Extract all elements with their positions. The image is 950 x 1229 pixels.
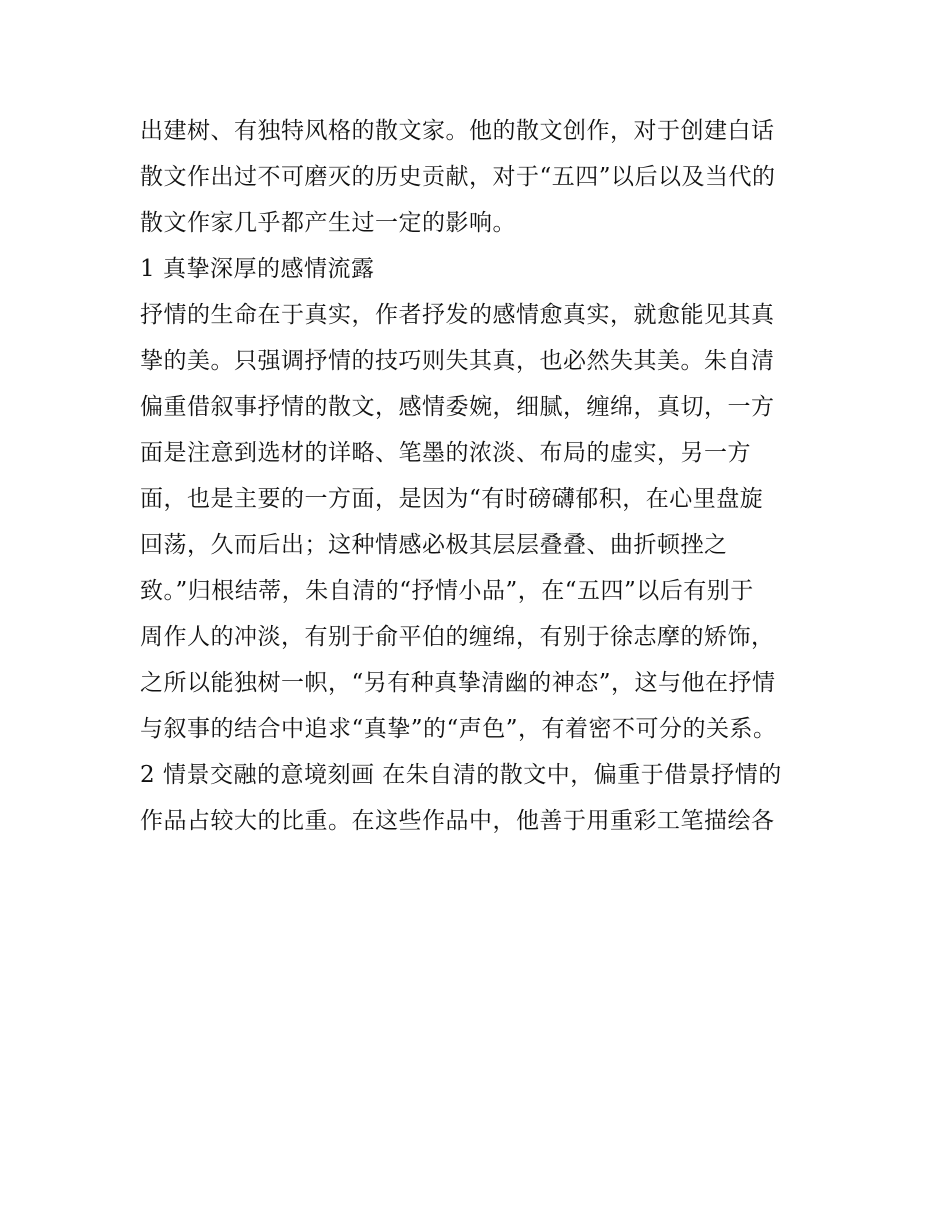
text-line: 抒情的生命在于真实，作者抒发的感情愈真实，就愈能见其真 — [140, 302, 775, 328]
text-line: 与叙事的结合中追求“真挚”的“声色”，有着密不可分的关系。 — [140, 716, 777, 742]
text-line: 偏重借叙事抒情的散文，感情委婉，细腻，缠绵，真切，一方 — [140, 394, 775, 420]
text-line: 周作人的冲淡，有别于俞平伯的缠绵，有别于徐志摩的矫饰， — [140, 624, 775, 650]
text-line: 面，也是主要的一方面，是因为“有时磅礴郁积，在心里盘旋 — [140, 486, 764, 512]
text-line: 回荡，久而后出；这种情感必极其层层叠叠、曲折顿挫之 — [140, 532, 728, 558]
text-line: 面是注意到选材的详略、笔墨的浓淡、布局的虚实，另一方 — [140, 440, 751, 466]
text-line: 之所以能独树一帜，“另有种真挚清幽的神态”，这与他在抒情 — [140, 670, 776, 696]
text-line: 挚的美。只强调抒情的技巧则失其真，也必然失其美。朱自清 — [140, 348, 775, 374]
text-line: 散文作家几乎都产生过一定的影响。 — [140, 210, 516, 236]
document-page — [140, 108, 820, 844]
text-line: 致。”归根结蒂，朱自清的“抒情小品”，在“五四”以后有别于 — [140, 578, 754, 604]
text-line: 2 情景交融的意境刻画 在朱自清的散文中，偏重于借景抒情的 — [140, 762, 782, 788]
text-line: 出建树、有独特风格的散文家。他的散文创作，对于创建白话 — [140, 118, 775, 144]
text-line: 散文作出过不可磨灭的历史贡献，对于“五四”以后以及当代的 — [140, 164, 776, 190]
text-line: 作品占较大的比重。在这些作品中，他善于用重彩工笔描绘各 — [140, 808, 775, 834]
section-heading: 1 真挚深厚的感情流露 — [140, 256, 375, 282]
